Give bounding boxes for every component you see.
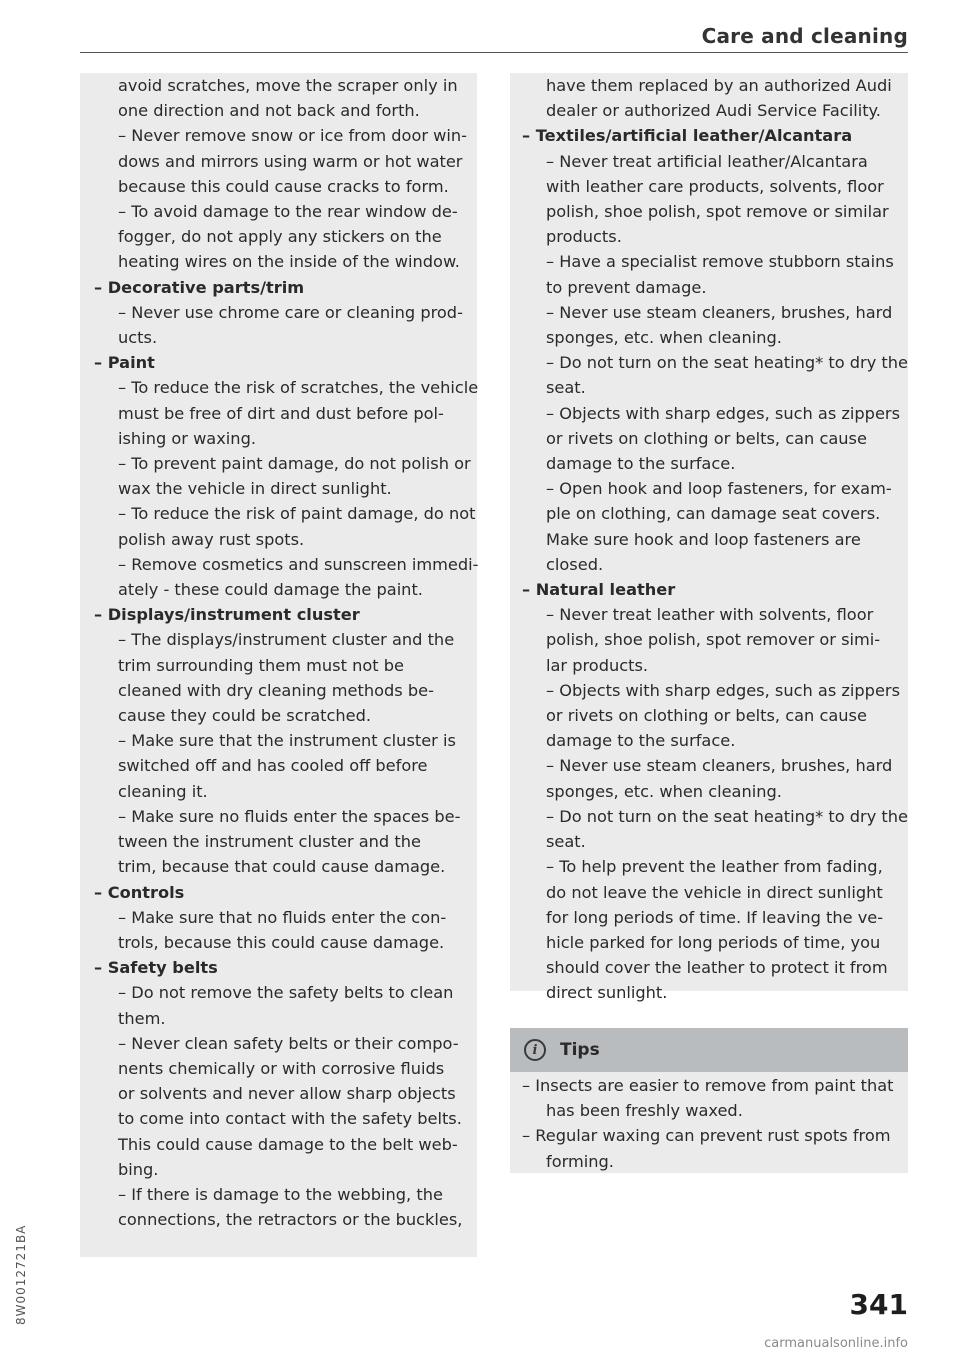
section-heading: – Paint [94, 353, 155, 373]
text-line: products. [546, 227, 622, 247]
section-heading: – Displays/instrument cluster [94, 605, 360, 625]
text-line: – Never remove snow or ice from door win- [118, 126, 467, 146]
text-line: seat. [546, 378, 586, 398]
tips-header [510, 1028, 908, 1072]
text-line: – Have a specialist remove stubborn stains [546, 252, 894, 272]
text-line: nents chemically or with corrosive fluids [118, 1058, 445, 1078]
text-line: dealer or authorized Audi Service Facility. [546, 101, 881, 121]
text-line: or rivets on clothing or belts, can cause [546, 706, 867, 726]
text-line: because this could cause cracks to form. [118, 176, 449, 196]
document-code: 8W0012721BA [14, 1224, 28, 1325]
text-line: – Never clean safety belts or their compo- [118, 1033, 459, 1053]
left-column-text [94, 73, 479, 1232]
text-line: avoid scratches, move the scraper only in [118, 76, 458, 95]
text-line: – Objects with sharp edges, such as zippers [546, 680, 900, 700]
text-line: has been freshly waxed. [546, 1101, 743, 1121]
text-line: trim, because that could cause damage. [118, 857, 446, 877]
text-line: or rivets on clothing or belts, can cause [546, 428, 867, 448]
text-line: or solvents and never allow sharp objects [118, 1084, 456, 1104]
text-line: wax the vehicle in direct sunlight. [118, 479, 392, 499]
left-column-box [80, 73, 477, 1257]
section-heading: – Decorative parts/trim [94, 277, 305, 297]
section-title: Care and cleaning [701, 24, 908, 48]
header-divider [80, 52, 908, 53]
text-line: direct sunlight. [546, 983, 668, 1003]
text-line: ucts. [118, 328, 158, 348]
watermark: carmanualsonline.info [764, 1336, 908, 1351]
text-line: to come into contact with the safety belts. [118, 1109, 462, 1129]
text-line: with leather care products, solvents, floor [546, 176, 884, 196]
text-line: – Make sure that the instrument cluster is [118, 731, 456, 751]
text-line: cleaning it. [118, 781, 208, 801]
text-line: seat. [546, 832, 586, 852]
text-line: cause they could be scratched. [118, 706, 372, 726]
text-line: have them replaced by an authorized Audi [546, 76, 892, 95]
text-line: bing. [118, 1159, 159, 1179]
text-line: – To reduce the risk of paint damage, do not [118, 504, 476, 524]
text-line: should cover the leather to protect it from [546, 958, 888, 978]
text-line: lar products. [546, 655, 649, 675]
text-line: This could cause damage to the belt web- [118, 1134, 458, 1154]
text-line: – Never use steam cleaners, brushes, hard [546, 756, 893, 776]
text-line: polish away rust spots. [118, 529, 305, 549]
page-number: 341 [849, 1288, 908, 1321]
text-line: – Make sure that no fluids enter the con- [118, 907, 447, 927]
section-heading: – Safety belts [94, 958, 218, 978]
text-line: ple on clothing, can damage seat covers. [546, 504, 881, 524]
tips-label: Tips [560, 1040, 600, 1060]
text-line: hicle parked for long periods of time, you [546, 932, 881, 952]
text-line: – To avoid damage to the rear window de- [118, 202, 458, 222]
right-column-box [510, 73, 908, 1003]
section-heading: – Natural leather [522, 580, 676, 600]
text-line: – Never treat artificial leather/Alcantara [546, 151, 868, 171]
text-line: – Remove cosmetics and sunscreen immedi- [118, 554, 479, 574]
text-line: trim surrounding them must not be [118, 655, 404, 675]
text-line: – To help prevent the leather from fading, [546, 857, 883, 877]
text-line: closed. [546, 554, 604, 574]
text-line: for long periods of time. If leaving the ve- [546, 907, 884, 927]
text-line: switched off and has cooled off before [118, 756, 428, 776]
info-icon: i [524, 1039, 546, 1061]
text-line: must be free of dirt and dust before pol- [118, 403, 444, 423]
text-line: damage to the surface. [546, 454, 736, 474]
right-column-text [522, 73, 908, 1006]
text-line: polish, shoe polish, spot remove or similar [546, 202, 889, 222]
text-line: – Do not remove the safety belts to clean [118, 983, 454, 1003]
text-line: – Never treat leather with solvents, floor [546, 605, 874, 625]
text-line: sponges, etc. when cleaning. [546, 328, 782, 348]
text-line: – The displays/instrument cluster and the [118, 630, 455, 650]
text-line: – Insects are easier to remove from paint that [522, 1076, 894, 1095]
text-line: connections, the retractors or the buckles, [118, 1210, 463, 1230]
text-line: – Regular waxing can prevent rust spots from [522, 1126, 891, 1146]
text-line: ately - these could damage the paint. [118, 580, 423, 600]
text-line: – If there is damage to the webbing, the [118, 1184, 443, 1204]
text-line: polish, shoe polish, spot remover or simi- [546, 630, 881, 650]
section-heading: – Controls [94, 882, 185, 902]
text-line: to prevent damage. [546, 277, 707, 297]
text-line: sponges, etc. when cleaning. [546, 781, 782, 801]
text-line: fogger, do not apply any stickers on the [118, 227, 442, 247]
text-line: – To reduce the risk of scratches, the vehicle [118, 378, 479, 398]
text-line: dows and mirrors using warm or hot water [118, 151, 463, 171]
text-line: – Never use steam cleaners, brushes, hard [546, 302, 893, 322]
tips-body [510, 1072, 908, 1173]
section-heading: – Textiles/artificial leather/Alcantara [522, 126, 853, 146]
text-line: Make sure hook and loop fasteners are [546, 529, 861, 549]
text-line: do not leave the vehicle in direct sunlight [546, 882, 883, 902]
text-line: – Make sure no fluids enter the spaces be- [118, 806, 461, 826]
text-line: – Objects with sharp edges, such as zippers [546, 403, 900, 423]
text-line: – Do not turn on the seat heating* to dry the [546, 353, 908, 373]
text-line: trols, because this could cause damage. [118, 932, 445, 952]
text-line: tween the instrument cluster and the [118, 832, 421, 852]
text-line: heating wires on the inside of the window. [118, 252, 460, 272]
text-line: them. [118, 1008, 166, 1028]
tips-text [522, 1073, 896, 1174]
text-line: – Never use chrome care or cleaning prod- [118, 302, 463, 322]
text-line: ishing or waxing. [118, 428, 256, 448]
text-line: – Open hook and loop fasteners, for exam- [546, 479, 892, 499]
text-line: forming. [546, 1151, 614, 1171]
text-line: – To prevent paint damage, do not polish or [118, 454, 471, 474]
text-line: – Do not turn on the seat heating* to dry the [546, 806, 908, 826]
text-line: cleaned with dry cleaning methods be- [118, 680, 434, 700]
text-line: one direction and not back and forth. [118, 101, 420, 121]
text-line: damage to the surface. [546, 731, 736, 751]
